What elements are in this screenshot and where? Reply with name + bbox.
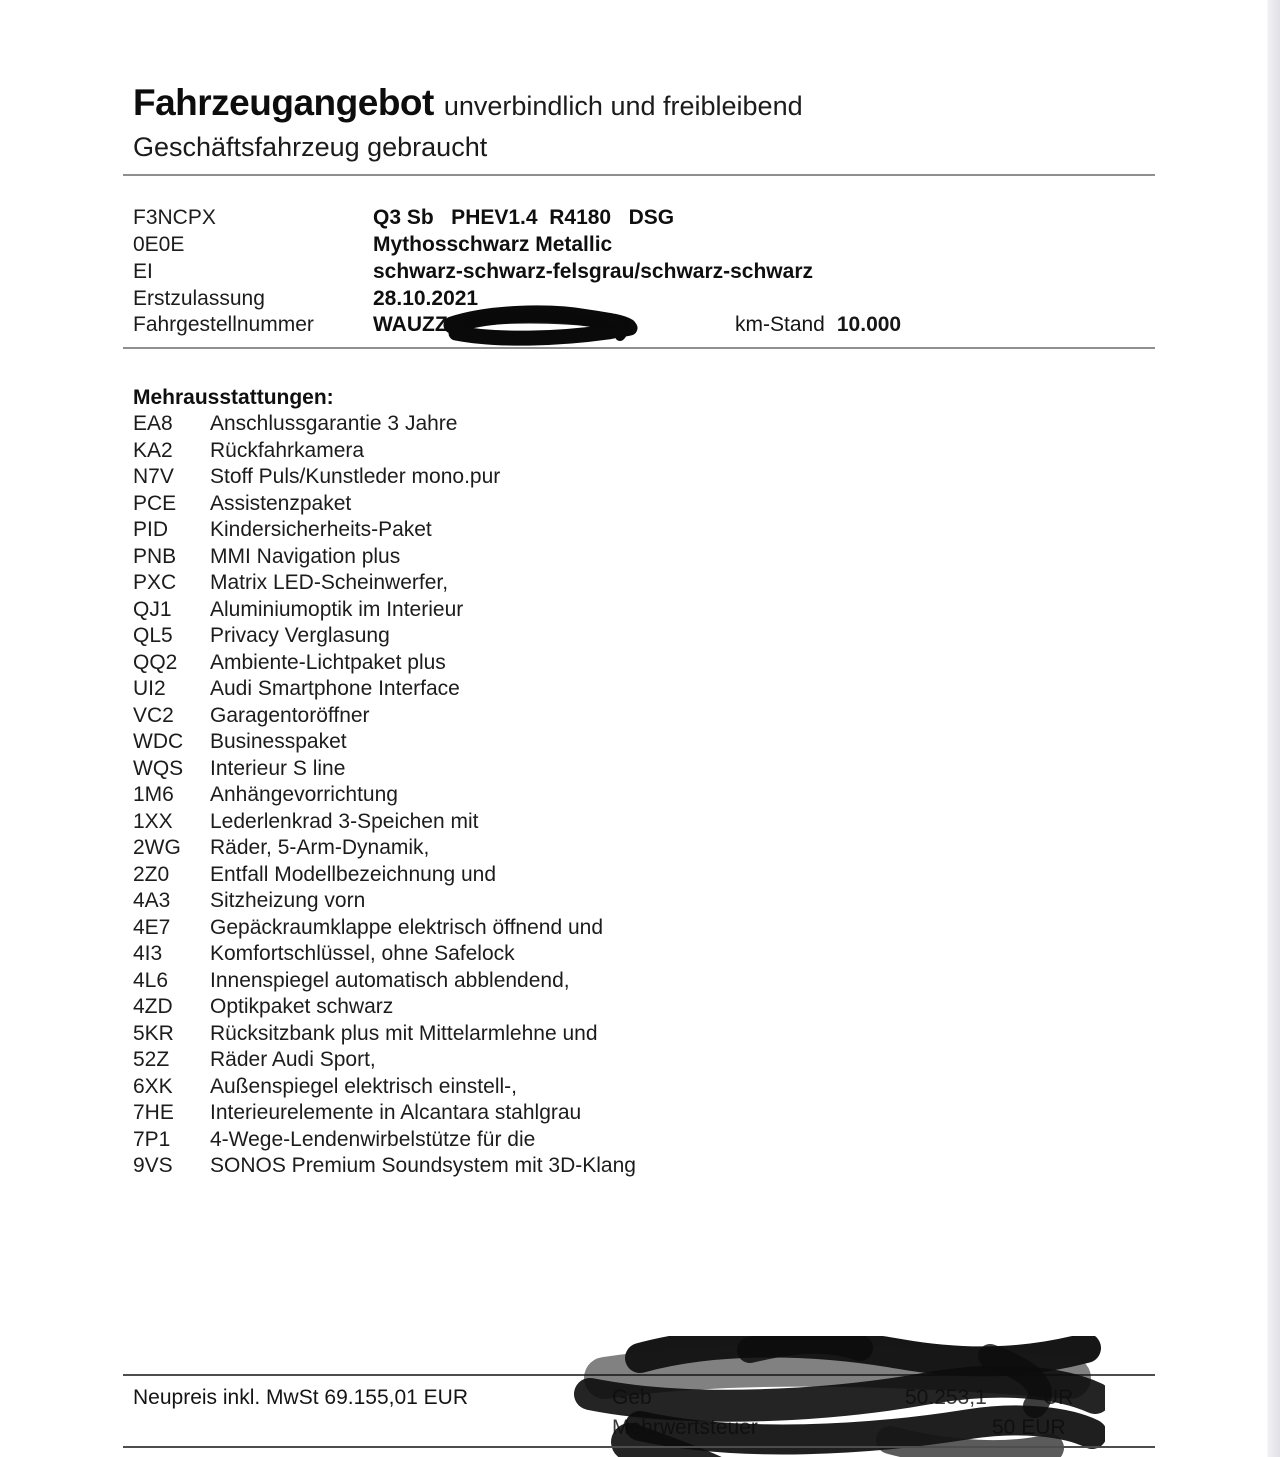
vehicle-data-label: F3NCPX (133, 206, 216, 229)
option-code: 5KR (133, 1021, 174, 1045)
page-title: Fahrzeugangebot (133, 82, 434, 123)
footer-bottom-divider (123, 1446, 1155, 1448)
vehicle-data-row (133, 231, 1155, 258)
option-row (133, 544, 1155, 571)
option-code: UI2 (133, 677, 166, 700)
vehicle-data-row (133, 258, 1155, 285)
option-description: Kindersicherheits-Paket (210, 518, 432, 541)
option-description: 4-Wege-Lendenwirbelstütze für die (210, 1127, 536, 1151)
option-description: Entfall Modellbezeichnung und (210, 862, 497, 886)
option-row (133, 1047, 1155, 1074)
options-list (133, 411, 1155, 1180)
option-code: 7HE (133, 1101, 174, 1124)
option-description: Anhängevorrichtung (210, 783, 398, 806)
vehicle-data-label: 0E0E (133, 233, 185, 256)
option-description: Matrix LED-Scheinwerfer, (210, 571, 449, 594)
option-code: PID (133, 518, 169, 541)
option-row (133, 994, 1155, 1021)
option-description: Räder Audi Sport, (210, 1048, 376, 1071)
option-row (133, 517, 1155, 544)
option-row (133, 1100, 1155, 1127)
option-code: 1XX (133, 809, 173, 833)
option-code: QJ1 (133, 597, 172, 621)
option-description: MMI Navigation plus (210, 544, 401, 568)
option-row (133, 862, 1155, 889)
option-row (133, 756, 1155, 783)
vin-value-visible: WAUZZ (373, 313, 448, 336)
option-code: 6XK (133, 1074, 173, 1098)
vehicle-divider (123, 347, 1155, 349)
option-description: Optikpaket schwarz (210, 995, 394, 1018)
option-row (133, 782, 1155, 809)
option-description: Rücksitzbank plus mit Mittelarmlehne und (210, 1021, 598, 1045)
redacted-label-fragment-1: Geb (612, 1386, 652, 1409)
option-description: Sitzheizung vorn (210, 889, 366, 912)
option-code: 4I3 (133, 942, 163, 965)
option-description: Audi Smartphone Interface (210, 677, 460, 700)
option-code: EA8 (133, 412, 173, 435)
option-row (133, 491, 1155, 518)
option-code: 4ZD (133, 995, 173, 1018)
option-description: Außenspiegel elektrisch einstell-, (210, 1074, 517, 1098)
option-code: 52Z (133, 1048, 170, 1071)
option-description: Räder, 5-Arm-Dynamik, (210, 836, 430, 859)
option-description: Businesspaket (210, 730, 347, 753)
vehicle-data-value: 28.10.2021 (373, 287, 479, 310)
option-code: KA2 (133, 438, 173, 462)
page-subtitle: Geschäftsfahrzeug gebraucht (133, 132, 488, 162)
vehicle-data-value: schwarz-schwarz-felsgrau/schwarz-schwarz (373, 260, 813, 283)
option-row (133, 438, 1155, 465)
option-code: 4E7 (133, 915, 171, 939)
km-stand-group (735, 311, 901, 338)
option-code: 4L6 (133, 968, 169, 992)
redacted-currency-fragment-1: UR (1043, 1386, 1074, 1409)
option-row (133, 1021, 1155, 1048)
option-row (133, 941, 1155, 968)
vin-redaction-scribble (438, 303, 638, 349)
price-redaction-scribble (570, 1336, 1105, 1457)
option-code: N7V (133, 465, 174, 488)
option-row (133, 968, 1155, 995)
option-row (133, 570, 1155, 597)
km-stand-label: km-Stand (735, 313, 825, 336)
option-description: Assistenzpaket (210, 491, 352, 515)
option-code: PXC (133, 571, 177, 594)
option-description: Anschlussgarantie 3 Jahre (210, 412, 458, 435)
page-title-suffix: unverbindlich und freibleibend (443, 91, 803, 121)
option-code: PCE (133, 491, 177, 515)
option-row (133, 597, 1155, 624)
option-description: Interieurelemente in Alcantara stahlgrau (210, 1101, 582, 1124)
vehicle-data-table (133, 204, 1155, 312)
option-description: Komfortschlüssel, ohne Safelock (210, 942, 515, 965)
options-heading: Mehrausstattungen: (133, 386, 334, 410)
option-description: Interieur S line (210, 756, 346, 780)
option-row (133, 650, 1155, 677)
option-description: Privacy Verglasung (210, 624, 390, 647)
option-description: Lederlenkrad 3-Speichen mit (210, 809, 479, 833)
option-row (133, 1153, 1155, 1180)
option-code: 1M6 (133, 783, 174, 806)
option-row (133, 729, 1155, 756)
header-divider (123, 174, 1155, 176)
option-code: WQS (133, 756, 184, 780)
option-code: VC2 (133, 703, 174, 727)
km-stand-value: 10.000 (836, 313, 902, 336)
option-row (133, 623, 1155, 650)
option-row (133, 809, 1155, 836)
option-code: PNB (133, 544, 177, 568)
option-row (133, 888, 1155, 915)
vin-label: Fahrgestellnummer (133, 313, 314, 336)
option-row (133, 411, 1155, 438)
option-row (133, 1074, 1155, 1101)
redacted-value-fragment-1: 50.253,1 (905, 1386, 987, 1409)
option-row (133, 676, 1155, 703)
option-description: Gepäckraumklappe elektrisch öffnend und (210, 915, 604, 939)
new-price-text: Neupreis inkl. MwSt 69.155,01 EUR (133, 1386, 468, 1409)
option-code: QQ2 (133, 650, 178, 674)
option-row (133, 1127, 1155, 1154)
option-row (133, 915, 1155, 942)
vehicle-data-row (133, 204, 1155, 231)
vehicle-data-value: Mythosschwarz Metallic (373, 233, 613, 256)
option-row (133, 703, 1155, 730)
option-description: Stoff Puls/Kunstleder mono.pur (210, 465, 501, 488)
scrollbar-track[interactable] (1267, 0, 1280, 1457)
option-code: 2Z0 (133, 862, 170, 886)
option-description: Aluminiumoptik im Interieur (210, 597, 464, 621)
option-code: 2WG (133, 836, 181, 859)
option-code: WDC (133, 730, 184, 753)
option-description: Ambiente-Lichtpaket plus (210, 650, 446, 674)
option-code: 4A3 (133, 889, 171, 912)
vat-value-fragment: 50 EUR (992, 1416, 1066, 1439)
vehicle-data-label: EI (133, 260, 153, 283)
option-row (133, 464, 1155, 491)
title-line (133, 82, 1155, 124)
option-code: 7P1 (133, 1127, 171, 1151)
option-code: QL5 (133, 624, 173, 647)
option-description: Rückfahrkamera (210, 438, 365, 462)
document-header (133, 82, 1155, 163)
vat-label: Mehrwertsteuer (612, 1416, 758, 1439)
option-description: Garagentoröffner (210, 703, 370, 727)
vehicle-data-value: Q3 Sb PHEV1.4 R4180 DSG (373, 206, 675, 229)
option-code: 9VS (133, 1154, 173, 1177)
option-description: SONOS Premium Soundsystem mit 3D-Klang (210, 1154, 636, 1177)
option-row (133, 835, 1155, 862)
vehicle-data-row (133, 285, 1155, 312)
vehicle-data-label: Erstzulassung (133, 287, 265, 310)
option-description: Innenspiegel automatisch abblendend, (210, 968, 570, 992)
